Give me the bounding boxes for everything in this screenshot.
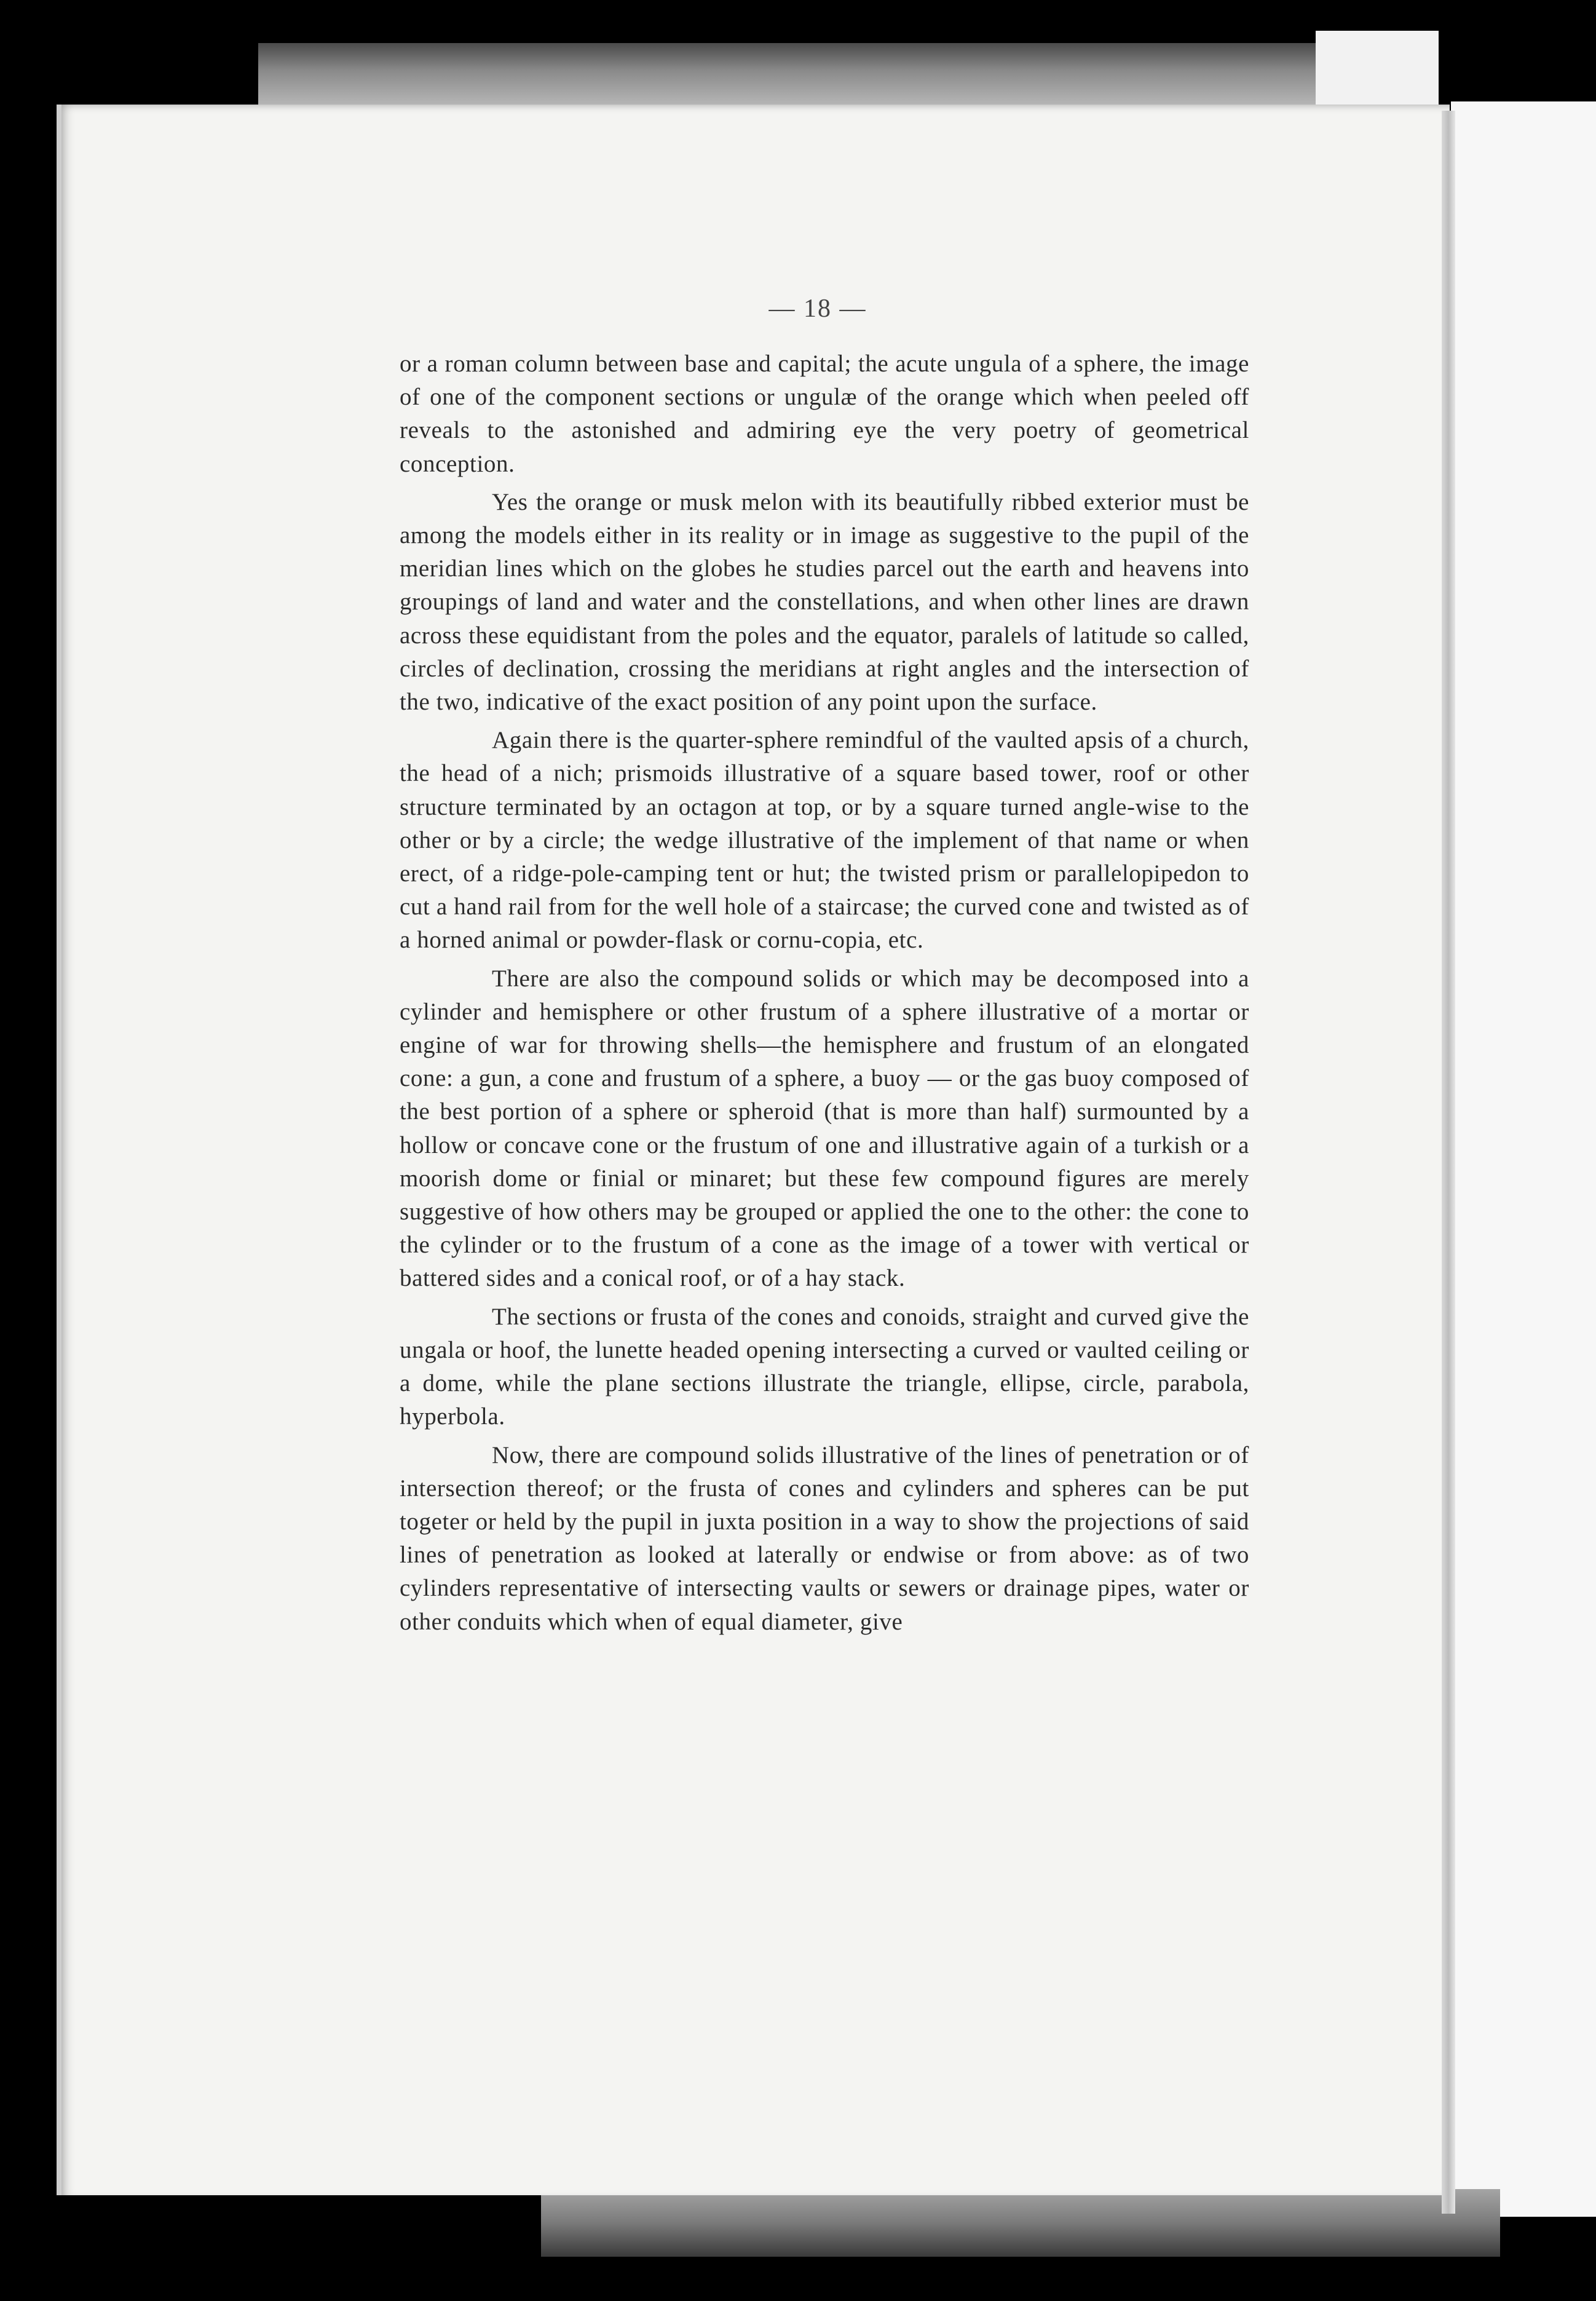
- paragraph-4: There are also the compound solids or which may be decomposed into a cylinder and hemisphere or other frustum of a sphere illustrative of a mortar or engine of war for throwing shells—the hemisphere and frustum of an elongated cone: a gun, a cone and frustum of a sphere, a buoy — or the gas buoy composed of the best portion of a sphere or spheroid (that is more than half) surmounted by a hollow or concave cone or the frustum of one and illustrative again of a turkish or a moorish dome or finial or minaret; but these few compound figures are merely suggestive of how others may be grouped or applied the one to the other: the cone to the cylinder or to the frustum of a cone as the image of a tower with vertical or battered sides and a conical roof, or of a hay stack.: [400, 965, 1249, 1292]
- scan-top-right-margin: [1316, 31, 1439, 111]
- paragraph-6: Now, there are compound solids illustrative of the lines of penetration or of intersection thereof; or the frusta of cones and cylinders and spheres can be put togeter or held by the pupil in juxta position in a way to show the projections of said lines of penetration as looked at laterally or endwise or from above: as of two cylinders representative of intersecting vaults or sewers or drainage pipes, water or other conduits which when of equal diameter, give: [400, 1441, 1249, 1635]
- scan-top-shadow-band: [258, 43, 1316, 105]
- paragraph-3: Again there is the quarter-sphere remindful of the vaulted apsis of a church, the head of a nich; prismoids illustrative of a square based tower, roof or other structure terminated by an octagon at top, or by a square turned angle-wise to the other or by a circle; the wedge illustrative of the implement of that name or when erect, of a ridge-pole-camping tent or hut; the twisted prism or parallelopipedon to cut a hand rail from for the well hole of a staircase; the curved cone and twisted as of a horned animal or powder-flask or cornu-copia, etc.: [400, 727, 1249, 954]
- scan-bottom-shadow-band: [541, 2189, 1500, 2257]
- page-number: — 18 —: [768, 295, 867, 323]
- page-text-body: [400, 347, 1249, 1639]
- paragraph-5: The sections or frusta of the cones and conoids, straight and curved give the ungala or hoof, the lunette headed opening intersecting a curved or vaulted ceiling or a dome, while the plane sections illustrate the triangle, ellipse, circle, parabola, hyperbola.: [400, 1303, 1249, 1430]
- page-right-edge: [1442, 111, 1455, 2214]
- paragraph-1: or a roman column between base and capital; the acute ungula of a sphere, the image of one of the component sections or ungulæ of the orange which when peeled off reveals to the astonished and admiring eye the very poetry of geometrical conception.: [400, 350, 1249, 477]
- paragraph-2: Yes the orange or musk melon with its beautifully ribbed exterior must be among the models either in its reality or in image as suggestive to the pupil of the meridian lines which on the globes he studies parcel out the earth and heavens into groupings of land and water and the constellations, and when other lines are drawn across these equidistant from the poles and the equator, paralels of latitude so called, circles of declination, crossing the meridians at right angles and the intersection of the two, indicative of the exact position of any point upon the surface.: [400, 488, 1249, 716]
- scan-right-margin: [1451, 101, 1596, 2217]
